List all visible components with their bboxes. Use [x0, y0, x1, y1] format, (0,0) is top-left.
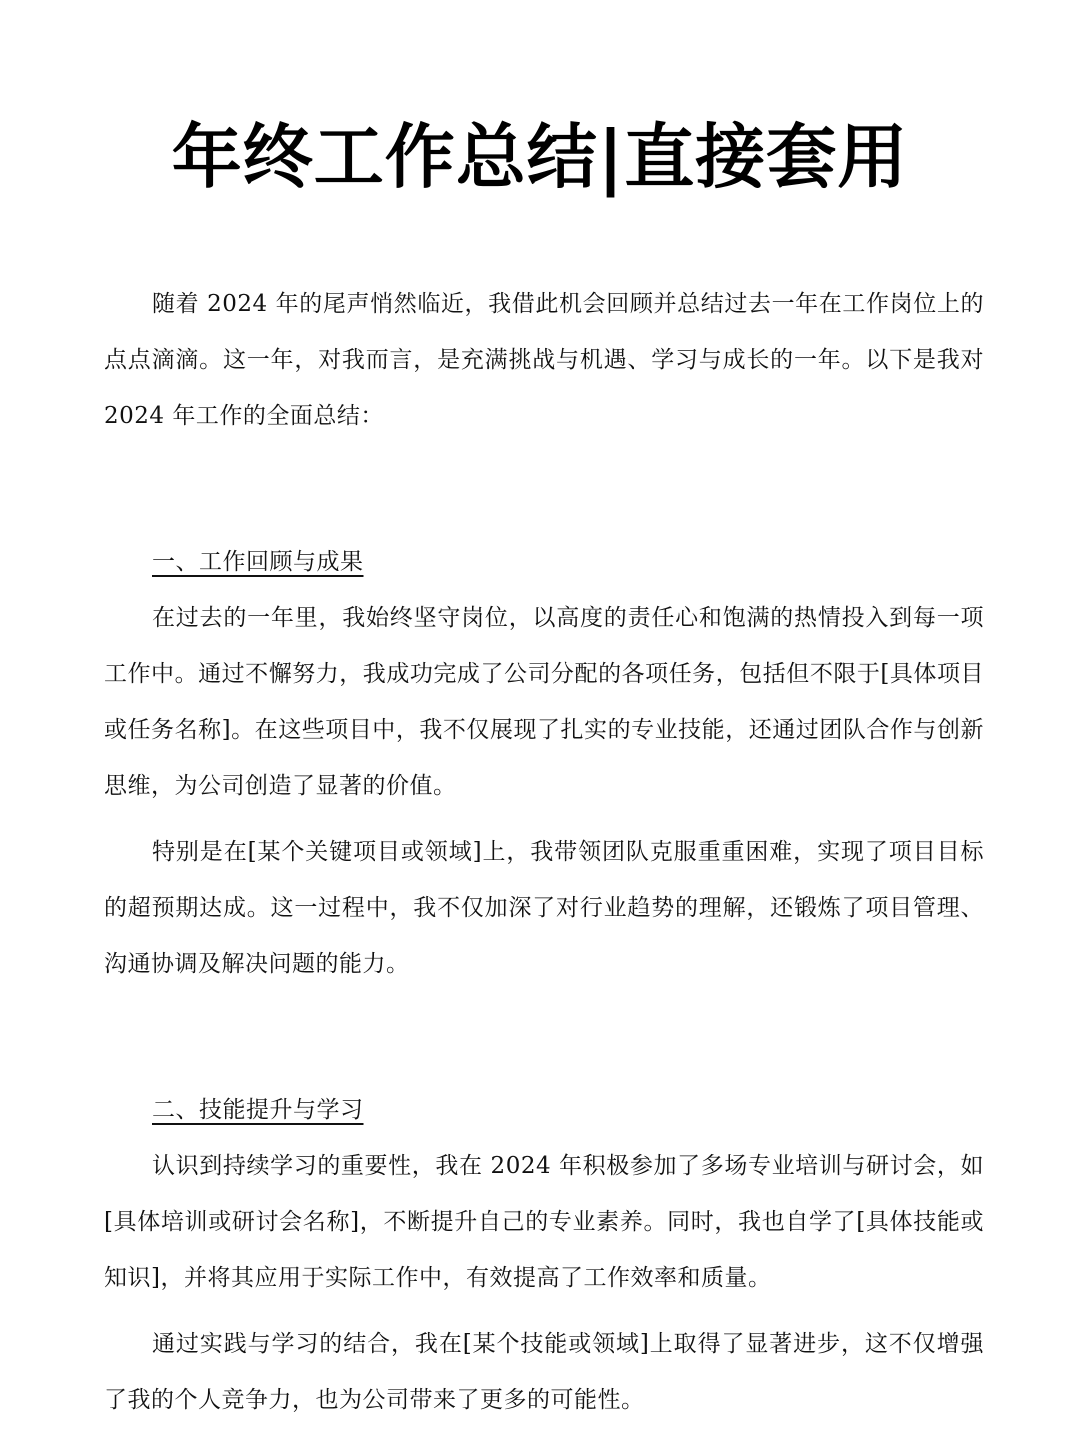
section-heading: 二、技能提升与学习 [152, 1097, 364, 1123]
section-paragraph: 认识到持续学习的重要性，我在 2024 年积极参加了多场专业培训与研讨会，如[具体培训或研讨会名称]，不断提升自己的专业素养。同时，我也自学了[具体技能或知识]，并将其应用于实际工作中，有效提高了工作效率和质量。 [104, 1153, 984, 1291]
section-paragraph: 在过去的一年里，我始终坚守岗位，以高度的责任心和饱满的热情投入到每一项工作中。通过不懈努力，我成功完成了公司分配的各项任务，包括但不限于[具体项目或任务名称]。在这些项目中，我不仅展现了扎实的专业技能，还通过团队合作与创新思维，为公司创造了显著的价值。 [104, 605, 984, 799]
section-heading: 一、工作回顾与成果 [152, 549, 364, 575]
intro-paragraph: 随着 2024 年的尾声悄然临近，我借此机会回顾并总结过去一年在工作岗位上的点点滴滴。这一年，对我而言，是充满挑战与机遇、学习与成长的一年。以下是我对 2024 年工作的全面总结： [104, 291, 984, 429]
section-skills-learning [104, 1082, 984, 1428]
section-work-review [104, 534, 984, 992]
section-paragraph: 特别是在[某个关键项目或领域]上，我带领团队克服重重困难，实现了项目目标的超预期达成。这一过程中，我不仅加深了对行业趋势的理解，还锻炼了项目管理、沟通协调及解决问题的能力。 [104, 839, 984, 977]
document-body [104, 276, 984, 1428]
section-paragraph: 通过实践与学习的结合，我在[某个技能或领域]上取得了显著进步，这不仅增强了我的个人竞争力，也为公司带来了更多的可能性。 [104, 1331, 984, 1413]
section-spacer [104, 992, 984, 1082]
document-title: 年终工作总结|直接套用 [171, 116, 909, 198]
